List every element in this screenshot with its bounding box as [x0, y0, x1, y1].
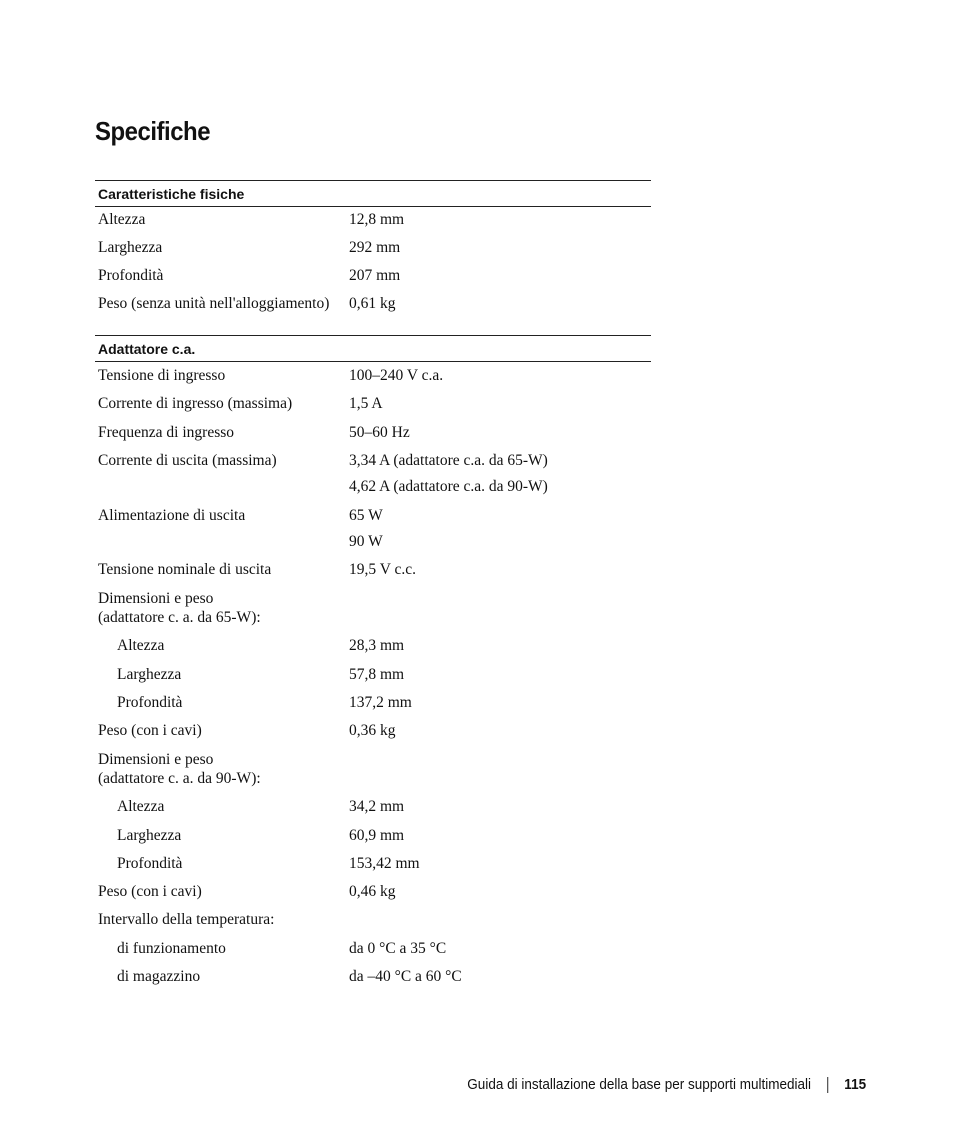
spec-row: [95, 967, 651, 986]
spec-label: Peso (senza unità nell'alloggiamento): [98, 295, 330, 312]
spec-row: [95, 210, 651, 229]
spec-row: [95, 693, 651, 712]
spec-value: 100–240 V c.a.: [349, 367, 444, 384]
spec-value: 34,2 mm: [349, 798, 405, 815]
spec-value: 12,8 mm: [349, 211, 405, 228]
spec-row: [95, 882, 651, 901]
spec-label: Frequenza di ingresso: [98, 424, 235, 441]
spec-row: [95, 477, 651, 496]
spec-value: 1,5 A: [349, 395, 383, 412]
spec-value: 0,61 kg: [349, 295, 396, 312]
spec-row: [95, 826, 651, 845]
spec-label: (adattatore c. a. da 65-W):: [98, 609, 261, 626]
spec-row: [95, 910, 651, 929]
section-heading: Caratteristiche fisiche: [95, 180, 651, 207]
page-footer: [467, 1076, 866, 1093]
spec-label: Profondità: [98, 267, 164, 284]
spec-row: [95, 266, 651, 285]
spec-row: [95, 636, 651, 655]
spec-label: Tensione nominale di uscita: [98, 561, 272, 578]
spec-row: [95, 769, 651, 788]
spec-label: Intervallo della temperatura:: [98, 911, 275, 928]
spec-label: Larghezza: [98, 239, 163, 256]
page-number: 115: [844, 1076, 866, 1093]
spec-label: [95, 477, 349, 496]
spec-value: 4,62 A (adattatore c.a. da 90-W): [349, 478, 548, 495]
spec-value: da –40 °C a 60 °C: [349, 968, 462, 985]
spec-value: da 0 °C a 35 °C: [349, 940, 447, 957]
spec-label: Larghezza: [117, 666, 182, 683]
spec-value: 0,46 kg: [349, 883, 396, 900]
spec-label: Altezza: [117, 798, 165, 815]
spec-value: [349, 769, 651, 788]
spec-value: 60,9 mm: [349, 827, 405, 844]
spec-value: 57,8 mm: [349, 666, 405, 683]
spec-value: 3,34 A (adattatore c.a. da 65-W): [349, 452, 548, 469]
spec-value: 292 mm: [349, 239, 401, 256]
spec-label: (adattatore c. a. da 90-W):: [98, 770, 261, 787]
spec-value: [349, 910, 651, 929]
spec-label: di funzionamento: [117, 940, 226, 957]
spec-row: [95, 589, 651, 608]
section-heading: Adattatore c.a.: [95, 335, 651, 362]
spec-label: Alimentazione di uscita: [98, 507, 246, 524]
section-ac-adapter: [95, 335, 651, 986]
spec-value: 137,2 mm: [349, 694, 412, 711]
spec-label: [95, 532, 349, 551]
spec-label: Peso (con i cavi): [98, 883, 202, 900]
spec-value: 28,3 mm: [349, 637, 405, 654]
spec-label: Dimensioni e peso: [98, 751, 214, 768]
spec-row: [95, 238, 651, 257]
spec-value: 207 mm: [349, 267, 401, 284]
page-title: Specifiche: [95, 116, 211, 146]
spec-label: Corrente di uscita (massima): [98, 452, 277, 469]
spec-row: [95, 797, 651, 816]
spec-row: [95, 854, 651, 873]
spec-value: [349, 750, 651, 769]
spec-label: Peso (con i cavi): [98, 722, 202, 739]
spec-value: 90 W: [349, 533, 383, 550]
spec-label: Corrente di ingresso (massima): [98, 395, 293, 412]
spec-value: 50–60 Hz: [349, 424, 410, 441]
spec-row: [95, 394, 651, 413]
spec-row: [95, 423, 651, 442]
spec-label: Profondità: [117, 694, 183, 711]
spec-row: [95, 366, 651, 385]
spec-label: Dimensioni e peso: [98, 590, 214, 607]
spec-row: [95, 665, 651, 684]
spec-label: Tensione di ingresso: [98, 367, 226, 384]
spec-value: 153,42 mm: [349, 855, 420, 872]
spec-row: [95, 560, 651, 579]
spec-value: 0,36 kg: [349, 722, 396, 739]
spec-value: [349, 608, 651, 627]
spec-row: [95, 451, 651, 470]
spec-row: [95, 750, 651, 769]
spec-label: Larghezza: [117, 827, 182, 844]
spec-row: [95, 721, 651, 740]
spec-value: 19,5 V c.c.: [349, 561, 417, 578]
spec-label: Profondità: [117, 855, 183, 872]
footer-divider: [827, 1077, 828, 1093]
footer-text: Guida di installazione della base per supporti multimediali: [467, 1076, 811, 1093]
spec-label: di magazzino: [117, 968, 201, 985]
spec-label: Altezza: [98, 211, 146, 228]
spec-row: [95, 532, 651, 551]
spec-label: Altezza: [117, 637, 165, 654]
spec-row: [95, 506, 651, 525]
section-physical: [95, 180, 651, 313]
spec-value: 65 W: [349, 507, 383, 524]
spec-row: [95, 294, 651, 313]
spec-row: [95, 608, 651, 627]
spec-value: [349, 589, 651, 608]
spec-row: [95, 939, 651, 958]
